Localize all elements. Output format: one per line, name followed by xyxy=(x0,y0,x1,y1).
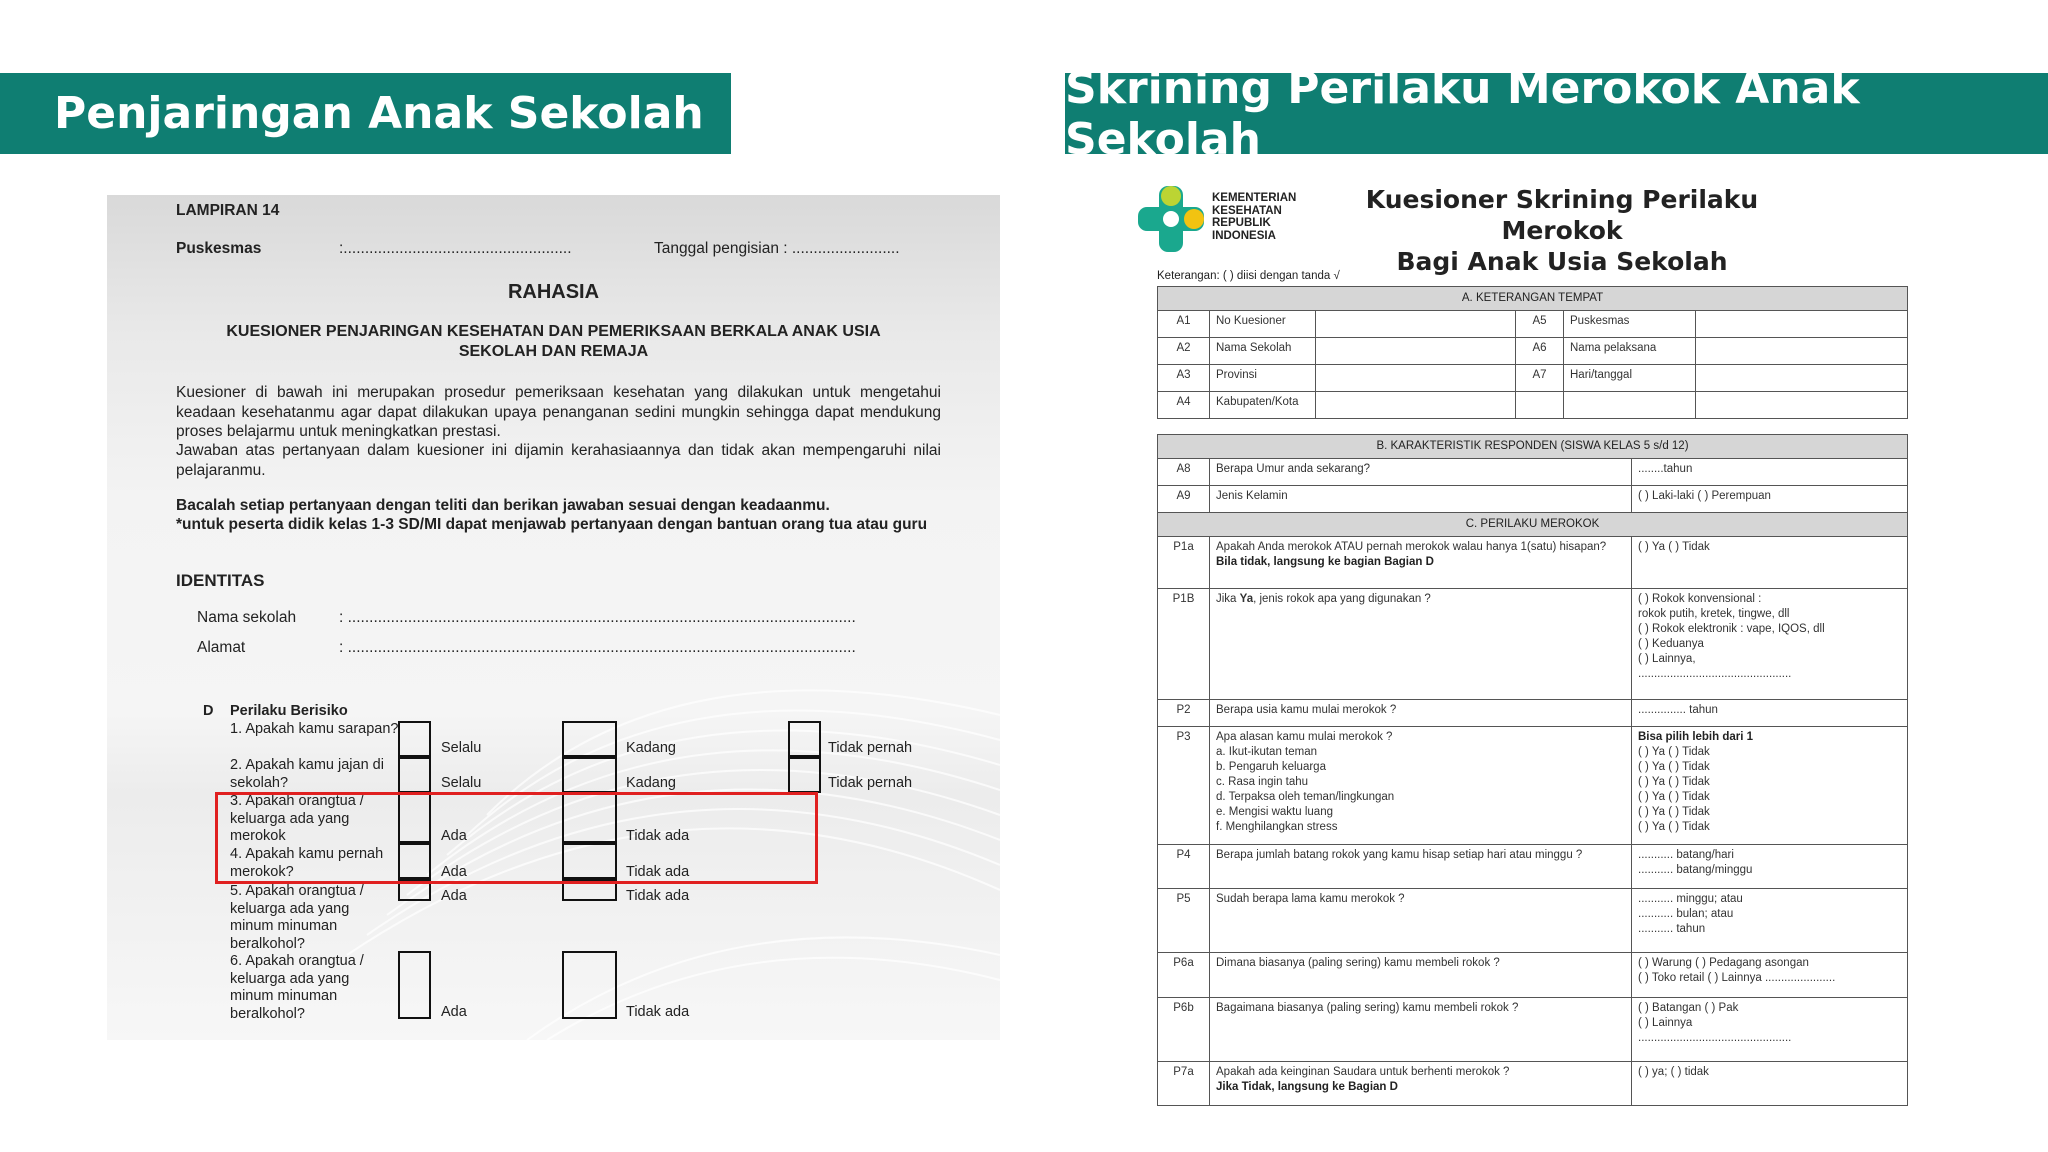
p2-answer[interactable]: ............... tahun xyxy=(1632,700,1908,727)
p3-code: P3 xyxy=(1158,727,1210,845)
p1a-skip-note: Bila tidak, langsung ke bagian Bagian D xyxy=(1216,556,1434,568)
p3-answer-head: Bisa pilih lebih dari 1 xyxy=(1638,731,1754,743)
p1b-question xyxy=(1210,589,1632,700)
a5-input[interactable] xyxy=(1696,311,1908,338)
p6b-code: P6b xyxy=(1158,998,1210,1062)
instruction-note: *untuk peserta didik kelas 1-3 SD/MI dapat menjawab pertanyaan dengan bantuan orang tua atau guru xyxy=(176,516,928,533)
p7a-code: P7a xyxy=(1158,1062,1210,1106)
p6a-answer-line: ( ) Warung ( ) Pedagang asongan xyxy=(1638,957,1809,969)
p7a-skip-note: Jika Tidak, langsung ke Bagian D xyxy=(1216,1081,1398,1093)
keterangan-note: Keterangan: ( ) diisi dengan tanda √ xyxy=(1157,270,1340,282)
a5-label: Puskesmas xyxy=(1564,311,1696,338)
rahasia-heading: RAHASIA xyxy=(507,281,600,303)
q2-tidak-pernah-checkbox[interactable] xyxy=(788,757,821,793)
q6-tidak-ada-checkbox[interactable] xyxy=(562,951,617,1019)
p3-question xyxy=(1210,727,1632,845)
p1b-question-ya: Ya xyxy=(1239,593,1254,605)
alamat-label: Alamat xyxy=(197,639,246,656)
q6-option-tidak-ada: Tidak ada xyxy=(626,1004,690,1020)
q3-option-tidak-ada: Tidak ada xyxy=(626,828,690,844)
a7-code: A7 xyxy=(1516,365,1564,392)
a7-label: Hari/tanggal xyxy=(1564,365,1696,392)
a6-label: Nama pelaksana xyxy=(1564,338,1696,365)
question-3: 3. Apakah orangtua / keluarga ada yang merokok xyxy=(230,793,364,844)
banner-left: Penjaringan Anak Sekolah xyxy=(0,73,731,154)
a9-code: A9 xyxy=(1158,486,1210,513)
p2-code: P2 xyxy=(1158,700,1210,727)
q2-selalu-checkbox[interactable] xyxy=(398,757,431,793)
q5-option-ada: Ada xyxy=(441,888,467,904)
p7a-question-text: Apakah ada keinginan Saudara untuk berhenti merokok ? xyxy=(1216,1066,1510,1078)
p5-answer-line: ........... minggu; atau xyxy=(1638,893,1743,905)
a6-input[interactable] xyxy=(1696,338,1908,365)
p1a-question-text: Apakah Anda merokok ATAU pernah merokok walau hanya 1(satu) hisapan? xyxy=(1216,541,1607,553)
p6b-answer-line: ( ) Batangan ( ) Pak xyxy=(1638,1002,1739,1014)
q1-option-selalu: Selalu xyxy=(441,740,482,756)
a1-label: No Kuesioner xyxy=(1210,311,1316,338)
p1a-answer[interactable]: ( ) Ya ( ) Tidak xyxy=(1632,537,1908,589)
a7-input[interactable] xyxy=(1696,365,1908,392)
privacy-paragraph: Jawaban atas pertanyaan dalam kuesioner ini dijamin kerahasiaannya dan tidak akan mempengaruhi nilai pelajaranmu. xyxy=(176,442,941,479)
a5-code: A5 xyxy=(1516,311,1564,338)
p1b-answer-line: ( ) Lainnya, xyxy=(1638,653,1696,665)
p3-reason: e. Mengisi waktu luang xyxy=(1216,806,1333,818)
p5-code: P5 xyxy=(1158,889,1210,953)
p3-reason: d. Terpaksa oleh teman/lingkungan xyxy=(1216,791,1395,803)
q2-kadang-checkbox[interactable] xyxy=(562,757,617,793)
a8-question: Berapa Umur anda sekarang? xyxy=(1210,459,1632,486)
p4-answer[interactable] xyxy=(1632,845,1908,889)
p1b-answer[interactable] xyxy=(1632,589,1908,700)
p1b-question-pre: Jika xyxy=(1216,593,1240,605)
q4-option-ada: Ada xyxy=(441,864,467,880)
p1b-answer-line: ( ) Rokok elektronik : vape, IQOS, dll xyxy=(1638,623,1825,635)
q1-option-kadang: Kadang xyxy=(626,740,676,756)
p4-question: Berapa jumlah batang rokok yang kamu hisap setiap hari atau minggu ? xyxy=(1210,845,1632,889)
p3-answer-line: ( ) Ya ( ) Tidak xyxy=(1638,821,1710,833)
p3-reason: f. Menghilangkan stress xyxy=(1216,821,1338,833)
p6a-code: P6a xyxy=(1158,953,1210,998)
a4-code: A4 xyxy=(1158,392,1210,419)
form-title-line-2: Bagi Anak Usia Sekolah xyxy=(1396,247,1728,276)
p4-code: P4 xyxy=(1158,845,1210,889)
lampiran-label: LAMPIRAN 14 xyxy=(176,202,280,219)
p4-answer-line: ........... batang/hari xyxy=(1638,849,1734,861)
question-4: 4. Apakah kamu pernah merokok? xyxy=(230,846,384,880)
p1b-answer-line: ................................................ xyxy=(1638,668,1792,680)
a2-input[interactable] xyxy=(1316,338,1516,365)
a6-code: A6 xyxy=(1516,338,1564,365)
intro-paragraph: Kuesioner di bawah ini merupakan prosedur pemeriksaan kesehatan yang dilakukan untuk mengetahui keadaan kesehatanmu agar dapat dilakukan upaya penanganan sedini mungkin sehingga dapat mendukung proses belajarmu untuk meningkatkan prestasi. xyxy=(176,384,941,440)
a9-answer[interactable]: ( ) Laki-laki ( ) Perempuan xyxy=(1632,486,1908,513)
nama-sekolah-field: : ...................................................................................................................... xyxy=(339,609,856,626)
a-empty-label xyxy=(1564,392,1696,419)
a9-question: Jenis Kelamin xyxy=(1210,486,1632,513)
section-a-table xyxy=(1157,286,1908,419)
p1b-answer-line: ( ) Keduanya xyxy=(1638,638,1704,650)
p7a-question xyxy=(1210,1062,1632,1106)
a4-input[interactable] xyxy=(1316,392,1516,419)
smoking-questions-highlight xyxy=(215,792,818,884)
question-6: 6. Apakah orangtua / keluarga ada yang minum minuman beralkohol? xyxy=(230,953,364,1022)
a-empty-input xyxy=(1696,392,1908,419)
title-line-1: KUESIONER PENJARINGAN KESEHATAN DAN PEMERIKSAAN BERKALA ANAK USIA xyxy=(226,323,881,340)
section-b-header: B. KARAKTERISTIK RESPONDEN (SISWA KELAS 5 s/d 12) xyxy=(1158,435,1908,459)
p5-answer-line: ........... bulan; atau xyxy=(1638,908,1734,920)
question-1: 1. Apakah kamu sarapan? xyxy=(230,721,399,737)
q1-kadang-checkbox[interactable] xyxy=(562,721,617,757)
p3-reason: c. Rasa ingin tahu xyxy=(1216,776,1309,788)
p1a-question xyxy=(1210,537,1632,589)
p5-question: Sudah berapa lama kamu merokok ? xyxy=(1210,889,1632,953)
p1b-answer-line: ( ) Rokok konvensional : xyxy=(1638,593,1762,605)
a4-label: Kabupaten/Kota xyxy=(1210,392,1316,419)
kemenkes-logo-icon xyxy=(1136,184,1206,254)
p6b-question: Bagaimana biasanya (paling sering) kamu membeli rokok ? xyxy=(1210,998,1632,1062)
q2-option-selalu: Selalu xyxy=(441,775,482,791)
nama-sekolah-label: Nama sekolah xyxy=(197,609,297,626)
a3-code: A3 xyxy=(1158,365,1210,392)
identitas-heading: IDENTITAS xyxy=(176,571,265,590)
p3-question-text: Apa alasan kamu mulai merokok ? xyxy=(1216,731,1393,743)
a1-code: A1 xyxy=(1158,311,1210,338)
p6b-answer[interactable] xyxy=(1632,998,1908,1062)
p1a-code: P1a xyxy=(1158,537,1210,589)
q3-option-ada: Ada xyxy=(441,828,467,844)
puskesmas-label: Puskesmas xyxy=(176,240,262,257)
p5-answer[interactable] xyxy=(1632,889,1908,953)
a8-code: A8 xyxy=(1158,459,1210,486)
a2-label: Nama Sekolah xyxy=(1210,338,1316,365)
p1b-code: P1B xyxy=(1158,589,1210,700)
p3-answer-line: ( ) Ya ( ) Tidak xyxy=(1638,746,1710,758)
form-title xyxy=(1342,184,1782,277)
q1-tidak-pernah-checkbox[interactable] xyxy=(788,721,821,757)
p6a-question: Dimana biasanya (paling sering) kamu membeli rokok ? xyxy=(1210,953,1632,998)
penjaringan-questionnaire xyxy=(107,195,1000,1040)
a-empty-code xyxy=(1516,392,1564,419)
a1-input[interactable] xyxy=(1316,311,1516,338)
q5-option-tidak-ada: Tidak ada xyxy=(626,888,690,904)
a3-label: Provinsi xyxy=(1210,365,1316,392)
p4-answer-line: ........... batang/minggu xyxy=(1638,864,1753,876)
p1b-question-post: , jenis rokok apa yang digunakan ? xyxy=(1253,593,1431,605)
section-c-header: C. PERILAKU MEROKOK xyxy=(1158,513,1908,537)
p3-reason: b. Pengaruh keluarga xyxy=(1216,761,1326,773)
banner-right: Skrining Perilaku Merokok Anak Sekolah xyxy=(1065,73,2048,154)
kemenkes-logo-text: KEMENTERIAN KESEHATAN REPUBLIK INDONESIA xyxy=(1212,192,1297,242)
section-d-letter: D xyxy=(203,703,214,719)
a3-input[interactable] xyxy=(1316,365,1516,392)
p3-reason: a. Ikut-ikutan teman xyxy=(1216,746,1317,758)
a8-answer[interactable]: ........tahun xyxy=(1632,459,1908,486)
p3-answer[interactable] xyxy=(1632,727,1908,845)
question-5: 5. Apakah orangtua / keluarga ada yang minum minuman beralkohol? xyxy=(230,883,364,952)
p3-answer-line: ( ) Ya ( ) Tidak xyxy=(1638,806,1710,818)
p6b-answer-line: ( ) Lainnya xyxy=(1638,1017,1693,1029)
section-bc-table xyxy=(1157,434,1908,1106)
p6b-answer-line: ................................................ xyxy=(1638,1032,1792,1044)
instruction-bold: Bacalah setiap pertanyaan dengan teliti dan berikan jawaban sesuai dengan keadaanmu. xyxy=(176,497,830,514)
p3-answer-line: ( ) Ya ( ) Tidak xyxy=(1638,791,1710,803)
question-2: 2. Apakah kamu jajan di sekolah? xyxy=(230,757,384,791)
q4-option-tidak-ada: Tidak ada xyxy=(626,864,690,880)
q2-option-kadang: Kadang xyxy=(626,775,676,791)
p7a-answer[interactable]: ( ) ya; ( ) tidak xyxy=(1632,1062,1908,1106)
p6a-answer-line: ( ) Toko retail ( ) Lainnya ...................... xyxy=(1638,972,1836,984)
skrining-merokok-questionnaire xyxy=(1132,176,1912,1120)
title-line-2: SEKOLAH DAN REMAJA xyxy=(458,343,649,360)
q6-option-ada: Ada xyxy=(441,1004,467,1020)
q6-ada-checkbox[interactable] xyxy=(398,951,431,1019)
puskesmas-dots: :..................................................... xyxy=(339,240,572,257)
p2-question: Berapa usia kamu mulai merokok ? xyxy=(1210,700,1632,727)
p6a-answer[interactable] xyxy=(1632,953,1908,998)
q1-selalu-checkbox[interactable] xyxy=(398,721,431,757)
p5-answer-line: ........... tahun xyxy=(1638,923,1706,935)
p1b-answer-line: rokok putih, kretek, tingwe, dll xyxy=(1638,608,1790,620)
q1-option-tidak-pernah: Tidak pernah xyxy=(828,740,913,756)
section-a-header: A. KETERANGAN TEMPAT xyxy=(1158,287,1908,311)
tanggal-pengisian: Tanggal pengisian : ......................... xyxy=(654,240,900,257)
section-d-title: Perilaku Berisiko xyxy=(230,703,348,719)
alamat-field: : ...................................................................................................................... xyxy=(339,639,856,656)
q2-option-tidak-pernah: Tidak pernah xyxy=(828,775,913,791)
form-title-line-1: Kuesioner Skrining Perilaku Merokok xyxy=(1365,185,1759,245)
p3-answer-line: ( ) Ya ( ) Tidak xyxy=(1638,761,1710,773)
p3-answer-line: ( ) Ya ( ) Tidak xyxy=(1638,776,1710,788)
a2-code: A2 xyxy=(1158,338,1210,365)
